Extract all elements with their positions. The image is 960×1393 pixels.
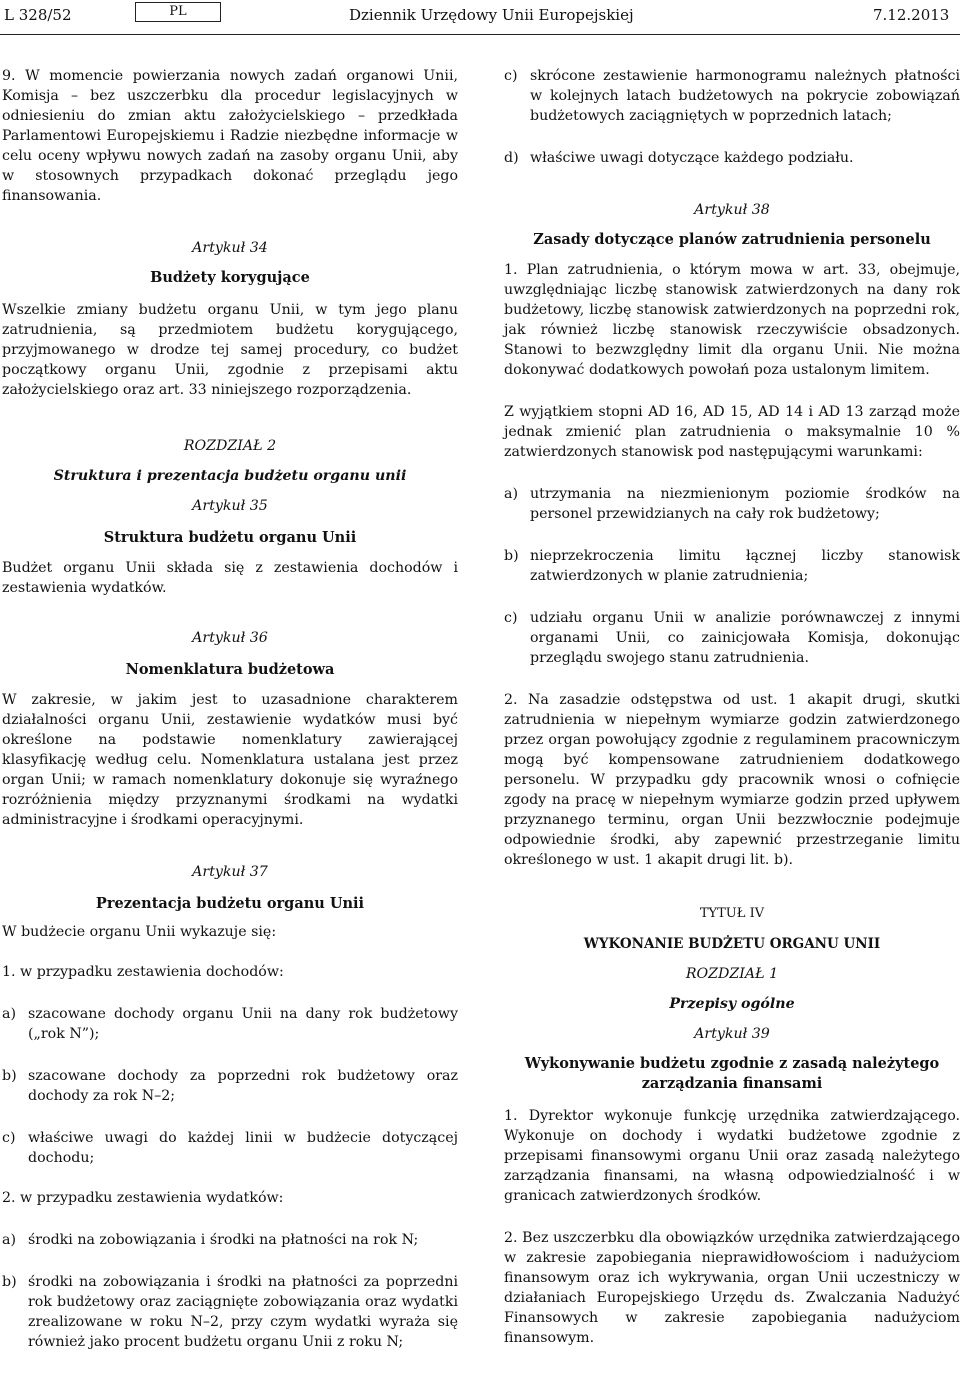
header-rule [0, 34, 960, 35]
article-34-text: Wszelkie zmiany budżetu organu Unii, w tym jego planu zatrudnienia, są przedmiotem budżetu korygującego, przyjmowanego w drodze tej samej procedury, co budżet początkowy organu Unii, zgodnie z przepisami aktu założycielskiego oraz art. 33 niniejszego rozporządzenia. [2, 302, 458, 398]
chapter-1-title: Przepisy ogólne [669, 996, 795, 1012]
list-item: b) szacowane dochody za poprzedni rok budżetowy oraz dochody za rok N–2; [2, 1068, 458, 1104]
article-34-label: Artykuł 34 [192, 240, 268, 256]
article-36-label: Artykuł 36 [192, 630, 268, 646]
article-35-text: Budżet organu Unii składa się z zestawienia dochodów i zestawienia wydatków. [2, 560, 458, 596]
list-item: b) środki na zobowiązania i środki na płatności za poprzedni rok budżetowy oraz zaciągnięte zobowiązania oraz wydatki zrealizowane w roku N–2, przy czym wydatki wyraża się również jako procent budżetu organu Unii z roku N; [2, 1274, 458, 1350]
list-item: b) nieprzekroczenia limitu łącznej liczby stanowisk zatwierdzonych w planie zatrudnienia; [504, 548, 960, 584]
article-36-text: W zakresie, w jakim jest to uzasadnione charakterem działalności organu Unii, zestawienie wydatków musi być określone na podstawie nomenklatury zawierającej klasyfikację według celu. Nomenklatura ustalana jest przez organ Unii; w ramach nomenklatury dokonuje się wyraźnego rozróżnienia między przyznanymi środkami na wydatki administracyjne i środkami operacyjnymi. [2, 692, 458, 828]
list-item: c) właściwe uwagi do każdej linii w budżecie dotyczącej dochodu; [2, 1130, 458, 1166]
article-38-paragraph-3: 2. Na zasadzie odstępstwa od ust. 1 akapit drugi, skutki zatrudnienia w niepełnym wymiarze godzin zatwierdzonego przez organ powołujący zgodnie z regulaminem pracowniczym mogą być kompensowane zatrudnieniem dodatkowego personelu. W przypadku gdy pracownik wnosi o cofnięcie zgody na pracę w niepełnym wymiarze godzin przed upływem przyznanego terminu, organ Unii bezzwłocznie podejmuje odpowiednie środki, aby zapewnić przestrzeganie limitu określonego w ust. 1 akapit drugi lit. b). [504, 692, 960, 868]
title-4-title: WYKONANIE BUDŻETU ORGANU UNII [583, 936, 881, 952]
chapter-2-label: ROZDZIAŁ 2 [183, 438, 277, 454]
expenditure-statement-item: 2. w przypadku zestawienia wydatków: [2, 1190, 284, 1206]
list-item: d) właściwe uwagi dotyczące każdego podziału. [504, 150, 854, 166]
article-39-title: Wykonywanie budżetu zgodnie z zasadą należytego zarządzania finansami [524, 1055, 940, 1092]
list-item: a) utrzymania na niezmienionym poziomie środków na personel przewidzianych na cały rok budżetowy; [504, 486, 960, 522]
publication-date: 7.12.2013 [873, 6, 950, 24]
list-item: a) szacowane dochody organu Unii na dany rok budżetowy („rok N”); [2, 1006, 458, 1042]
article-39-paragraph-2: 2. Bez uszczerbku dla obowiązków urzędnika zatwierdzającego w zakresie zapobiegania nieprawidłowościom i nadużyciom finansowym oraz ich wykrywania, organ Unii uczestniczy w działaniach Europejskiego Urzędu ds. Zwalczania Nadużyć Finansowych w zakresie zapobiegania nadużyciom finansowym. [504, 1230, 960, 1346]
right-column [504, 66, 960, 1348]
list-item: c) skrócone zestawienie harmonogramu należnych płatności w kolejnych latach budżetowych na pokrycie zobowiązań budżetowych zaciągniętych w poprzednich latach; [504, 68, 960, 124]
article-35-label: Artykuł 35 [192, 498, 268, 514]
article-35-title: Struktura budżetu organu Unii [103, 529, 357, 546]
list-item: a) środki na zobowiązania i środki na płatności na rok N; [2, 1232, 419, 1248]
title-4-label: TYTUŁ IV [699, 906, 765, 921]
language-box: PL [135, 2, 221, 22]
article-39-label: Artykuł 39 [694, 1026, 770, 1042]
article-37-title: Prezentacja budżetu organu Unii [95, 895, 365, 912]
page-header [0, 0, 960, 36]
page-reference: L 328/52 [4, 6, 72, 24]
article-39-paragraph-1: 1. Dyrektor wykonuje funkcję urzędnika zatwierdzającego. Wykonuje on dochody i wydatki budżetowe zgodnie z przepisami finansowymi organu Unii oraz zasadą należytego zarządzania finansami, na własną odpowiedzialność i w granicach zatwierdzonych środków. [504, 1108, 960, 1204]
article-37-intro: W budżecie organu Unii wykazuje się: [2, 924, 277, 940]
journal-title: Dziennik Urzędowy Unii Europejskiej [349, 6, 634, 24]
article-38-title: Zasady dotyczące planów zatrudnienia personelu [533, 231, 931, 248]
chapter-2-title: Struktura i prezentacja budżetu organu unii [53, 468, 407, 484]
left-column [2, 66, 458, 1352]
article-36-title: Nomenklatura budżetowa [125, 661, 335, 678]
chapter-1-label: ROZDZIAŁ 1 [685, 966, 779, 982]
article-38-paragraph-1: 1. Plan zatrudnienia, o którym mowa w art. 33, obejmuje, uwzględniając liczbę stanowisk zatwierdzonych na dany rok budżetowy, liczbę stanowisk zatwierdzonych na poprzedni rok, jak również liczbę stanowisk rzeczywiście obsadzonych. Stanowi to bezwzględny limit dla organu Unii. Nie można dokonywać dodatkowych powołań poza ustalonym limitem. [504, 262, 960, 378]
article-37-label: Artykuł 37 [192, 864, 268, 880]
income-statement-item: 1. w przypadku zestawienia dochodów: [2, 964, 284, 980]
article-38-label: Artykuł 38 [694, 202, 770, 218]
paragraph-9: 9. W momencie powierzania nowych zadań organowi Unii, Komisja – bez uszczerbku dla procedur legislacyjnych w odniesieniu do zmian aktu założycielskiego – przedkłada Parlamentowi Europejskiemu i Radzie niezbędne informacje w celu oceny wpływu nowych zadań na zasoby organu Unii, aby w stosownych przypadkach dokonać przeglądu jego finansowania. [2, 68, 458, 204]
article-34-title: Budżety korygujące [150, 269, 310, 286]
article-38-paragraph-2: Z wyjątkiem stopni AD 16, AD 15, AD 14 i AD 13 zarząd może jednak zmienić plan zatrudnienia o maksymalnie 10 % zatwierdzonych stanowisk pod następującymi warunkami: [504, 404, 960, 460]
list-item: c) udziału organu Unii w analizie porównawczej z innymi organami Unii, co zainicjowała Komisja, dokonując przeglądu swojego stanu zatrudnienia. [504, 610, 960, 666]
